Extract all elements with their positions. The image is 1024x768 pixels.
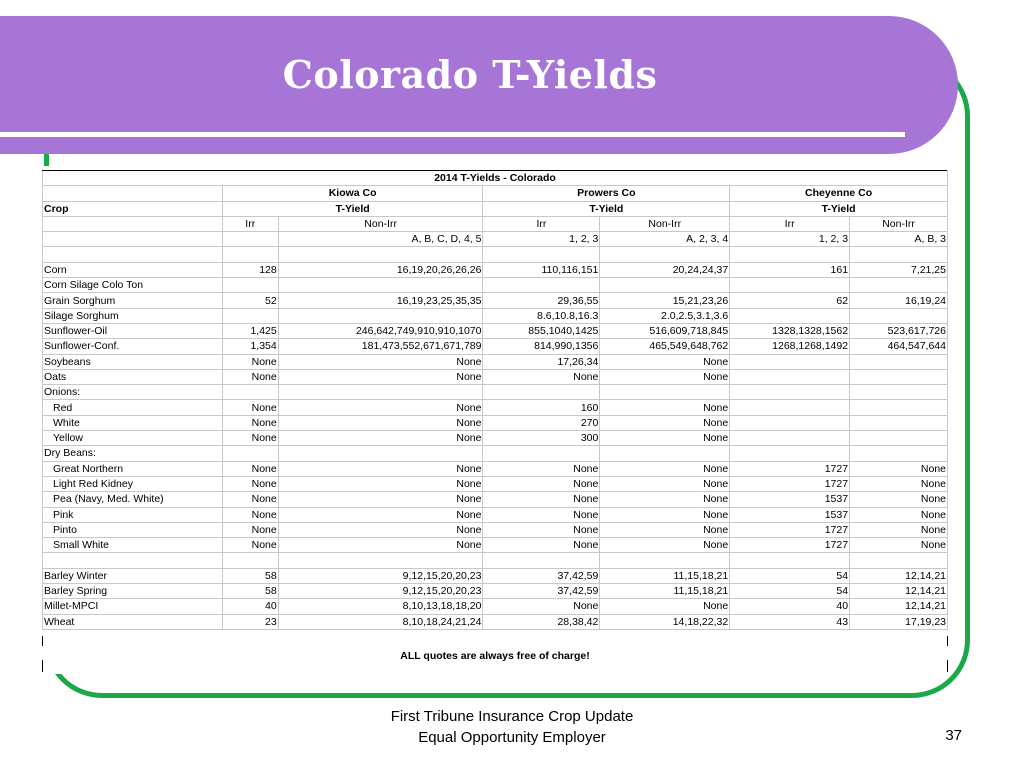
footer — [0, 706, 1024, 748]
table-row — [43, 339, 948, 354]
yield-cell: 1727 — [730, 461, 850, 476]
yield-cell — [278, 385, 483, 400]
yield-cell — [222, 308, 278, 323]
yield-cell: 16,19,20,26,26,26 — [278, 262, 483, 277]
yield-cell — [600, 553, 730, 568]
yield-cell: 11,15,18,21 — [600, 568, 730, 583]
units-irr-kiowa — [222, 232, 278, 247]
yield-cell — [730, 354, 850, 369]
tyield-table — [42, 170, 948, 630]
crop-name: Wheat — [43, 614, 223, 629]
yield-cell: 1,354 — [222, 339, 278, 354]
left-edge-mark — [42, 636, 43, 646]
yield-cell: 464,547,644 — [850, 339, 948, 354]
yield-cell — [222, 385, 278, 400]
yield-cell — [278, 247, 483, 262]
yield-cell — [600, 446, 730, 461]
yield-cell: 20,24,24,37 — [600, 262, 730, 277]
yield-cell — [850, 400, 948, 415]
yield-cell: 7,21,25 — [850, 262, 948, 277]
yield-cell — [850, 431, 948, 446]
yield-cell: None — [600, 522, 730, 537]
yield-cell: None — [483, 476, 600, 491]
units-irr-prowers: 1, 2, 3 — [483, 232, 600, 247]
spreadsheet — [42, 166, 948, 674]
yield-cell: None — [278, 431, 483, 446]
table-row — [43, 323, 948, 338]
yield-cell: None — [222, 461, 278, 476]
yield-cell: 40 — [222, 599, 278, 614]
yield-cell: None — [600, 415, 730, 430]
county-row — [43, 186, 948, 201]
table-row — [43, 599, 948, 614]
yield-cell: 161 — [730, 262, 850, 277]
table-row — [43, 415, 948, 430]
yield-cell — [483, 446, 600, 461]
yield-cell: None — [600, 461, 730, 476]
yield-cell: 58 — [222, 568, 278, 583]
yield-cell — [730, 247, 850, 262]
yield-cell — [278, 278, 483, 293]
crop-name — [43, 553, 223, 568]
yield-cell — [850, 247, 948, 262]
yield-cell: 1537 — [730, 507, 850, 522]
yield-cell: 15,21,23,26 — [600, 293, 730, 308]
yield-cell: 40 — [730, 599, 850, 614]
yield-cell — [600, 385, 730, 400]
yield-cell: 52 — [222, 293, 278, 308]
crop-name: White — [43, 415, 223, 430]
county-prowers: Prowers Co — [483, 186, 730, 201]
yield-cell: None — [600, 354, 730, 369]
yield-cell: 246,642,749,910,910,1070 — [278, 323, 483, 338]
table-row — [43, 553, 948, 568]
table-row — [43, 247, 948, 262]
yield-cell: None — [483, 461, 600, 476]
yield-cell: 14,18,22,32 — [600, 614, 730, 629]
table-title-row — [43, 171, 948, 186]
yield-cell: 110,116,151 — [483, 262, 600, 277]
yield-cell: None — [222, 354, 278, 369]
yield-cell: 9,12,15,20,20,23 — [278, 584, 483, 599]
nonirr-cheyenne: Non-Irr — [850, 216, 948, 231]
yield-cell: 128 — [222, 262, 278, 277]
yield-cell: None — [850, 461, 948, 476]
yield-cell: None — [483, 522, 600, 537]
yield-cell — [483, 278, 600, 293]
crop-name: Pea (Navy, Med. White) — [43, 492, 223, 507]
yield-cell: 8,10,18,24,21,24 — [278, 614, 483, 629]
yield-cell: None — [483, 599, 600, 614]
yield-cell: 1727 — [730, 476, 850, 491]
yield-cell — [850, 446, 948, 461]
yield-cell — [730, 553, 850, 568]
yield-cell: None — [600, 400, 730, 415]
yield-cell: None — [278, 507, 483, 522]
yield-cell: 1727 — [730, 522, 850, 537]
irrigation-row — [43, 216, 948, 231]
right-edge-mark — [947, 636, 948, 646]
crop-name: Barley Winter — [43, 568, 223, 583]
yield-cell: 8,10,13,18,18,20 — [278, 599, 483, 614]
crop-name — [43, 247, 223, 262]
table-row — [43, 385, 948, 400]
yield-cell: 23 — [222, 614, 278, 629]
crop-name: Yellow — [43, 431, 223, 446]
tyield-prowers: T-Yield — [483, 201, 730, 216]
table-row — [43, 278, 948, 293]
table-row — [43, 461, 948, 476]
yield-cell — [730, 400, 850, 415]
yield-cell: 855,1040,1425 — [483, 323, 600, 338]
table-row — [43, 400, 948, 415]
yield-cell: None — [222, 415, 278, 430]
table-title: 2014 T-Yields - Colorado — [43, 171, 948, 186]
crop-name: Onions: — [43, 385, 223, 400]
irr-prowers: Irr — [483, 216, 600, 231]
yield-cell: 814,990,1356 — [483, 339, 600, 354]
yield-cell: 16,19,23,25,35,35 — [278, 293, 483, 308]
county-kiowa: Kiowa Co — [222, 186, 483, 201]
yield-cell: 8.6,10.8,16.3 — [483, 308, 600, 323]
yield-cell: None — [222, 522, 278, 537]
yield-cell — [850, 308, 948, 323]
table-row — [43, 431, 948, 446]
free-quotes-note: ALL quotes are always free of charge! — [400, 650, 590, 662]
yield-cell: 54 — [730, 568, 850, 583]
table-row — [43, 584, 948, 599]
table-row — [43, 446, 948, 461]
yield-cell — [850, 553, 948, 568]
yield-cell — [730, 308, 850, 323]
slide-title: Colorado T-Yields — [282, 52, 658, 97]
crop-name: Light Red Kidney — [43, 476, 223, 491]
yield-cell: 181,473,552,671,671,789 — [278, 339, 483, 354]
yield-cell — [850, 278, 948, 293]
yield-cell: 62 — [730, 293, 850, 308]
yield-cell — [730, 446, 850, 461]
irr-kiowa: Irr — [222, 216, 278, 231]
yield-cell: 58 — [222, 584, 278, 599]
crop-name: Great Northern — [43, 461, 223, 476]
table-row — [43, 492, 948, 507]
yield-cell — [222, 446, 278, 461]
yield-cell: None — [222, 369, 278, 384]
nonirr-kiowa: Non-Irr — [278, 216, 483, 231]
footer-company: First Tribune Insurance Crop Update — [390, 708, 634, 725]
yield-cell: 1727 — [730, 538, 850, 553]
yield-cell: 12,14,21 — [850, 599, 948, 614]
yield-cell: 43 — [730, 614, 850, 629]
yield-cell — [278, 308, 483, 323]
yield-cell: 12,14,21 — [850, 568, 948, 583]
tyield-row — [43, 201, 948, 216]
yield-cell: None — [222, 507, 278, 522]
crop-name: Millet-MPCI — [43, 599, 223, 614]
yield-cell — [600, 278, 730, 293]
yield-cell: None — [483, 538, 600, 553]
yield-cell: None — [278, 415, 483, 430]
yield-cell: None — [278, 354, 483, 369]
yield-cell — [600, 247, 730, 262]
yield-cell: None — [600, 599, 730, 614]
yield-cell: 12,14,21 — [850, 584, 948, 599]
yield-cell: 54 — [730, 584, 850, 599]
units-nonirr-kiowa: A, B, C, D, 4, 5 — [278, 232, 483, 247]
yield-cell: None — [600, 507, 730, 522]
yield-cell: None — [850, 538, 948, 553]
yield-cell: 523,617,726 — [850, 323, 948, 338]
footer-eoe: Equal Opportunity Employer — [418, 729, 606, 746]
table-row — [43, 476, 948, 491]
yield-cell: 1328,1328,1562 — [730, 323, 850, 338]
yield-cell — [850, 415, 948, 430]
yield-cell — [483, 385, 600, 400]
yield-cell: 160 — [483, 400, 600, 415]
yield-cell: None — [278, 522, 483, 537]
yield-cell: None — [600, 538, 730, 553]
crop-name: Grain Sorghum — [43, 293, 223, 308]
table-row — [43, 522, 948, 537]
table-row — [43, 538, 948, 553]
crop-name: Sunflower-Oil — [43, 323, 223, 338]
yield-cell: 1,425 — [222, 323, 278, 338]
yield-cell — [222, 247, 278, 262]
crop-name: Barley Spring — [43, 584, 223, 599]
crop-name: Oats — [43, 369, 223, 384]
table-row — [43, 507, 948, 522]
title-underline — [0, 132, 905, 137]
yield-cell: None — [222, 431, 278, 446]
yield-cell: None — [278, 492, 483, 507]
yield-cell: 17,19,23 — [850, 614, 948, 629]
crop-name: Corn — [43, 262, 223, 277]
yield-cell: 465,549,648,762 — [600, 339, 730, 354]
yield-cell: 28,38,42 — [483, 614, 600, 629]
yield-cell: 37,42,59 — [483, 568, 600, 583]
units-row — [43, 232, 948, 247]
yield-cell — [483, 553, 600, 568]
yield-cell: None — [222, 492, 278, 507]
yield-cell: None — [600, 476, 730, 491]
yield-cell: None — [600, 369, 730, 384]
yield-cell: 11,15,18,21 — [600, 584, 730, 599]
yield-cell: 16,19,24 — [850, 293, 948, 308]
units-nonirr-prowers: A, 2, 3, 4 — [600, 232, 730, 247]
yield-cell: None — [222, 538, 278, 553]
yield-cell: 300 — [483, 431, 600, 446]
yield-cell: None — [850, 522, 948, 537]
yield-cell — [730, 278, 850, 293]
crop-name: Soybeans — [43, 354, 223, 369]
tyield-kiowa: T-Yield — [222, 201, 483, 216]
yield-cell — [222, 553, 278, 568]
irr-cheyenne: Irr — [730, 216, 850, 231]
yield-cell — [850, 354, 948, 369]
table-row — [43, 354, 948, 369]
table-row — [43, 262, 948, 277]
yield-cell: None — [850, 476, 948, 491]
yield-cell: None — [600, 492, 730, 507]
crop-name: Pink — [43, 507, 223, 522]
tyield-cheyenne: T-Yield — [730, 201, 948, 216]
table-row — [43, 308, 948, 323]
yield-cell: None — [483, 492, 600, 507]
yield-cell: None — [222, 476, 278, 491]
yield-cell — [278, 446, 483, 461]
yield-cell: None — [483, 369, 600, 384]
yield-cell: 270 — [483, 415, 600, 430]
yield-cell: 2.0,2.5,3.1,3.6 — [600, 308, 730, 323]
yield-cell: None — [278, 369, 483, 384]
county-cheyenne: Cheyenne Co — [730, 186, 948, 201]
crop-name: Corn Silage Colo Ton — [43, 278, 223, 293]
page-number: 37 — [945, 727, 962, 744]
yield-cell — [850, 385, 948, 400]
yield-cell — [483, 247, 600, 262]
yield-cell: 516,609,718,845 — [600, 323, 730, 338]
yield-cell: None — [850, 507, 948, 522]
yield-cell: None — [278, 476, 483, 491]
crop-name: Silage Sorghum — [43, 308, 223, 323]
units-irr-cheyenne: 1, 2, 3 — [730, 232, 850, 247]
yield-cell: 37,42,59 — [483, 584, 600, 599]
yield-cell — [730, 369, 850, 384]
table-row — [43, 369, 948, 384]
table-row — [43, 614, 948, 629]
yield-cell — [730, 431, 850, 446]
yield-cell: None — [850, 492, 948, 507]
crop-name: Pinto — [43, 522, 223, 537]
yield-cell — [222, 278, 278, 293]
crop-name: Small White — [43, 538, 223, 553]
yield-cell: None — [278, 400, 483, 415]
yield-cell: 9,12,15,20,20,23 — [278, 568, 483, 583]
yield-cell: None — [600, 431, 730, 446]
yield-cell: None — [278, 538, 483, 553]
yield-cell: 17,26,34 — [483, 354, 600, 369]
yield-cell: None — [483, 507, 600, 522]
table-row — [43, 568, 948, 583]
yield-cell — [278, 553, 483, 568]
nonirr-prowers: Non-Irr — [600, 216, 730, 231]
yield-cell — [730, 415, 850, 430]
crop-name: Red — [43, 400, 223, 415]
crop-header: Crop — [43, 201, 223, 216]
yield-cell: 29,36,55 — [483, 293, 600, 308]
yield-cell: None — [278, 461, 483, 476]
crop-name: Sunflower-Conf. — [43, 339, 223, 354]
crop-name: Dry Beans: — [43, 446, 223, 461]
yield-cell: 1537 — [730, 492, 850, 507]
yield-cell — [730, 385, 850, 400]
table-row — [43, 293, 948, 308]
yield-cell — [850, 369, 948, 384]
yield-cell: None — [222, 400, 278, 415]
units-nonirr-cheyenne: A, B, 3 — [850, 232, 948, 247]
yield-cell: 1268,1268,1492 — [730, 339, 850, 354]
